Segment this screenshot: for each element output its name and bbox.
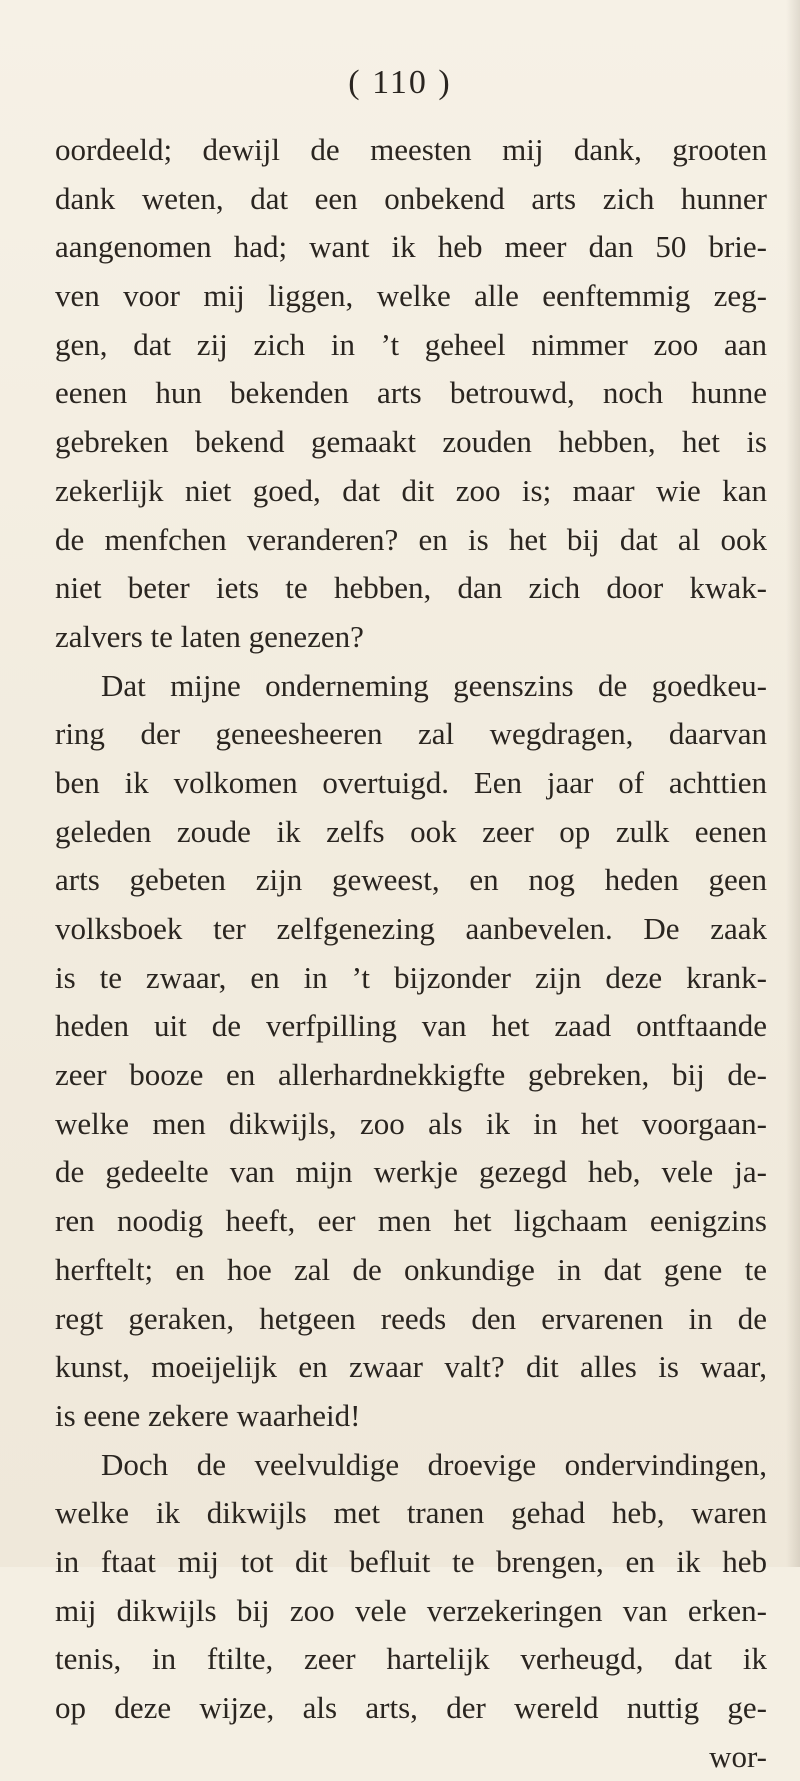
- text-line: op deze wijze, als arts, der wereld nuttig ge-: [55, 1690, 767, 1725]
- text-line: ren noodig heeft, eer men het ligchaam eenigzins: [55, 1203, 767, 1239]
- text-line: gebreken bekend gemaakt zouden hebben, het is: [55, 424, 767, 460]
- text-line: mij dikwijls bij zoo vele verzekeringen van erken-: [55, 1592, 767, 1628]
- text-line: herftelt; en hoe zal de onkundige in dat gene te: [55, 1251, 767, 1287]
- page-edge-shadow: [786, 0, 800, 1567]
- body-text: [55, 126, 767, 1781]
- text-line: niet beter iets te hebben, dan zich door kwak-: [55, 570, 767, 606]
- text-line: kunst, moeijelijk en zwaar valt? dit alles is waar,: [55, 1349, 767, 1385]
- text-line: ben ik volkomen overtuigd. Een jaar of achttien: [55, 764, 767, 800]
- text-line: regt geraken, hetgeen reeds den ervarenen in de: [55, 1300, 767, 1336]
- text-line: Doch de veelvuldige droevige ondervindingen,: [101, 1446, 767, 1482]
- page-number: ( 110 ): [348, 64, 452, 101]
- text-line: gen, dat zij zich in ’t geheel nimmer zoo aan: [55, 326, 767, 362]
- text-line: tenis, in ftilte, zeer hartelijk verheugd, dat ik: [55, 1641, 767, 1677]
- text-line: eenen hun bekenden arts betrouwd, noch hunne: [55, 375, 767, 411]
- text-line: aangenomen had; want ik heb meer dan 50 brie-: [55, 229, 767, 265]
- text-line: zekerlijk niet goed, dat dit zoo is; maar wie kan: [55, 472, 767, 508]
- text-line: heden uit de verfpilling van het zaad ontftaande: [55, 1008, 767, 1044]
- text-line: welke ik dikwijls met tranen gehad heb, waren: [55, 1495, 767, 1531]
- text-line: de gedeelte van mijn werkje gezegd heb, vele ja-: [55, 1154, 767, 1190]
- text-line: welke men dikwijls, zoo als ik in het voorgaan-: [55, 1105, 767, 1141]
- text-line: de menfchen veranderen? en is het bij dat al ook: [55, 521, 767, 557]
- text-line: arts gebeten zijn geweest, en nog heden geen: [55, 862, 767, 898]
- text-line: zeer booze en allerhardnekkigfte gebreken, bij de-: [55, 1057, 767, 1093]
- catchword: wor-: [709, 1738, 767, 1774]
- text-line: geleden zoude ik zelfs ook zeer op zulk eenen: [55, 813, 767, 849]
- text-line: ven voor mij liggen, welke alle eenftemmig zeg-: [55, 278, 767, 314]
- text-line: is te zwaar, en in ’t bijzonder zijn deze krank-: [55, 959, 767, 995]
- text-line: zalvers te laten genezen?: [55, 618, 364, 654]
- text-line: volksboek ter zelfgenezing aanbevelen. De zaak: [55, 911, 767, 946]
- text-line: Dat mijne onderneming geenszins de goedkeu-: [101, 667, 767, 703]
- text-line: oordeeld; dewijl de meesten mij dank, grooten: [55, 132, 767, 167]
- text-line: dank weten, dat een onbekend arts zich hunner: [55, 180, 767, 216]
- text-line: in ftaat mij tot dit befluit te brengen, en ik heb: [55, 1543, 767, 1579]
- text-line: ring der geneesheeren zal wegdragen, daarvan: [55, 716, 767, 752]
- text-line: is eene zekere waarheid!: [55, 1397, 361, 1433]
